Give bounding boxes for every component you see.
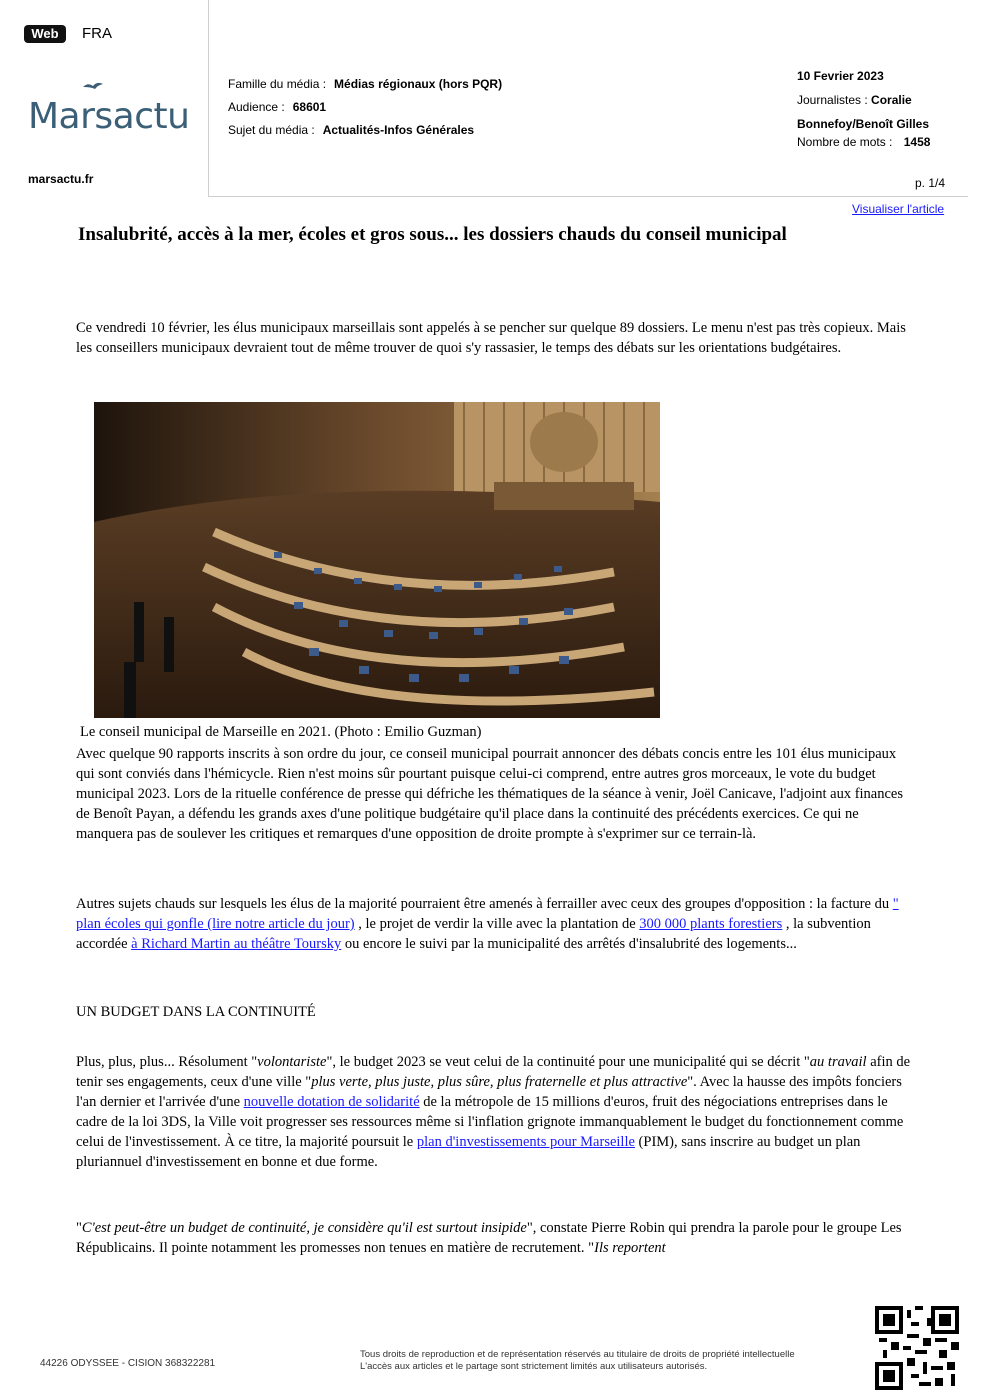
media-domain: marsactu.fr — [28, 172, 94, 186]
meta-audience: Audience : 68601 — [228, 100, 327, 114]
footer-reference: 44226 ODYSSEE - CISION 368322281 — [40, 1358, 216, 1369]
link-plan-ecoles[interactable]: " plan écoles qui gonfle (lire notre article du jour) — [76, 896, 899, 932]
article-paragraph-1: Avec quelque 90 rapports inscrits à son ordre du jour, ce conseil municipal pourrait annoncer des débats concis entre les 101 élus municipaux qui sont conviés dans l'hémicycle. Rien n'est moins sûr pourtant puisque celui-ci comprend, entre autres gros morceaux, le vote du budget municipal 2023. Lors de la rituelle conférence de presse qui défriche les thématiques de la séance à venir, Joël Canicave, l'adjoint aux finances de Benoît Payan, a défendu les grands axes d'une politique budgétaire qu'il place dans la continuité des précédents exercices. Ce qui ne manquera pas de soulever les critiques et remarques d'une opposition de droite prompte à s'exprimer sur ce terrain-là. — [76, 746, 903, 842]
header-divider-vertical — [208, 0, 209, 196]
article-date: 10 Fevrier 2023 — [797, 69, 884, 83]
logo-text: Marsactu — [28, 96, 190, 137]
link-plan-investissements[interactable]: plan d'investissements pour Marseille — [416, 1134, 635, 1150]
meta-media-family: Famille du média : Médias régionaux (hors PQR) — [228, 77, 503, 91]
link-plants-forestiers[interactable]: 300 000 plants forestiers — [639, 916, 783, 932]
footer-copyright: Tous droits de reproduction et de représentation réservés au titulaire de droits de propriété intellectuelle L'accès aux articles et le partage sont strictement limités aux utilisateurs autorisés. — [360, 1349, 795, 1372]
web-badge: Web — [24, 25, 66, 43]
journalists-continued: Bonnefoy/Benoît Gilles — [797, 117, 930, 131]
link-theatre-toursky[interactable]: à Richard Martin au théâtre Toursky — [131, 936, 342, 952]
language-label: FRA — [82, 25, 112, 42]
journalists: Journalistes : Coralie — [797, 93, 912, 107]
section-heading: UN BUDGET DANS LA CONTINUITÉ — [76, 1004, 316, 1020]
word-count: Nombre de mots : 1458 — [797, 135, 931, 149]
qr-code-icon — [875, 1306, 959, 1390]
page-number: p. 1/4 — [915, 176, 946, 190]
article-paragraph-3: Plus, plus, plus... Résolument "volontariste", le budget 2023 se veut celui de la continuité pour une municipalité qui se décrit "au travail afin de tenir ses engagements, ceux d'une ville "plus verte, plus juste, plus sûre, plus fraternelle et plus attractive". Avec la hausse des impôts fonciers l'an dernier et l'arrivée d'une nouvelle dotation de solidarité de la métropole de 15 millions d'euros, fruit des négociations entreprises dans le cadre de la loi 3DS, la Ville voit progresser ses ressources même si l'inflation grignote immanquablement le budget du fonctionnement comme celui de l'investissement. À ce titre, la majorité poursuit le plan d'investissements pour Marseille (PIM), sans inscrire au budget un plan pluriannuel d'investissement en bonne et due forme. — [76, 1054, 911, 1170]
seagull-icon — [82, 78, 104, 94]
header-divider-horizontal — [208, 196, 968, 197]
marsactu-logo — [28, 78, 188, 138]
council-photo — [94, 402, 660, 718]
article-title: Insalubrité, accès à la mer, écoles et gros sous... les dossiers chauds du conseil municipal — [78, 224, 787, 245]
meta-media-subject: Sujet du média : Actualités-Infos Générales — [228, 123, 475, 137]
link-dotation-solidarite[interactable]: nouvelle dotation de solidarité — [243, 1094, 420, 1110]
article-paragraph-4: "C'est peut-être un budget de continuité, je considère qu'il est surtout insipide", constate Pierre Robin qui prendra la parole pour le groupe Les Républicains. Il pointe notamment les promesses non tenues en matière de recrutement. "Ils reportent — [76, 1220, 902, 1256]
article-intro: Ce vendredi 10 février, les élus municipaux marseillais sont appelés à se pencher sur quelque 89 dossiers. Le menu n'est pas très copieux. Mais les conseillers municipaux devraient tout de même trouver de quoi s'y rassasier, le temps des débats sur les orientations budgétaires. — [76, 320, 906, 356]
view-article-link[interactable]: Visualiser l'article — [852, 202, 945, 216]
article-paragraph-2: Autres sujets chauds sur lesquels les élus de la majorité pourraient être amenés à ferrailler avec ceux des groupes d'opposition : la facture du " plan écoles qui gonfle (lire notre article du jour) , le projet de verdir la ville avec la plantation de 300 000 plants forestiers , la subvention accordée à Richard Martin au théâtre Toursky ou encore le suivi par la municipalité des arrêtés d'insalubrité des logements... — [76, 896, 899, 952]
photo-caption: Le conseil municipal de Marseille en 2021. (Photo : Emilio Guzman) — [80, 724, 482, 740]
